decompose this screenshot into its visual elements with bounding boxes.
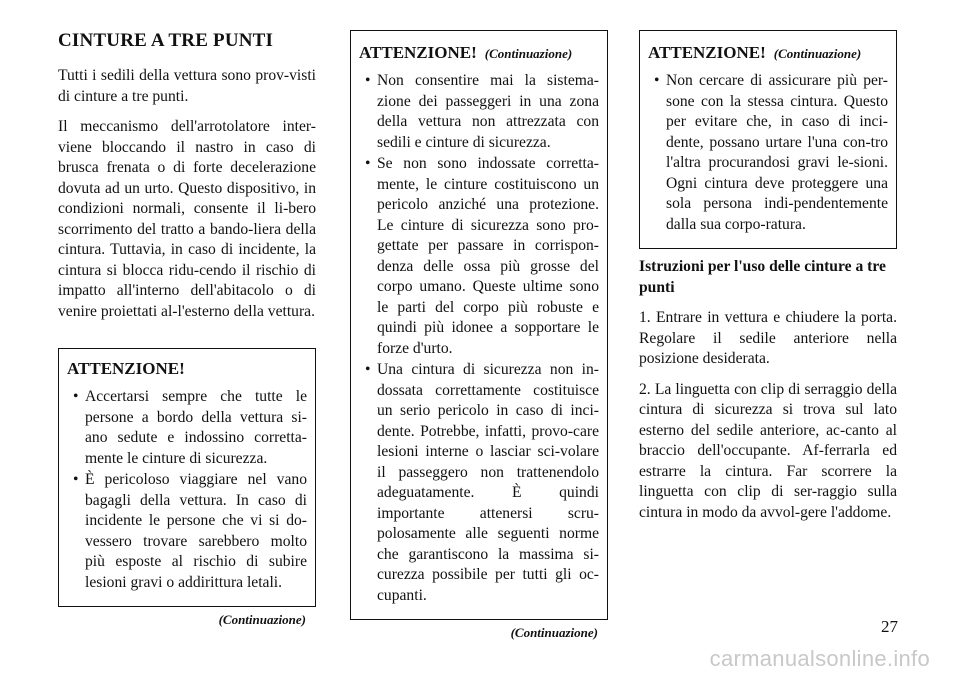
warning-list bbox=[648, 71, 888, 235]
warning-title: ATTENZIONE! bbox=[648, 43, 766, 62]
warning-list bbox=[359, 71, 599, 606]
warning-item: • Non consentire mai la sistema-zione dei passeggeri in una zona della vettura non attrezzata con sedili e cinture di sicurezza. bbox=[359, 71, 599, 153]
retractor-paragraph: Il meccanismo dell'arrotolatore inter-viene bloccando il nastro in caso di brusca frenata o di forte decelerazione dovuta ad un urto. Questo dispositivo, in condizioni normali, consente il li-bero scorrimento del tratto a bando-liera della cintura. Tuttavia, in caso di incidente, la cintura si blocca ridu-cendo il rischio di impatto all'interno dell'abitacolo o di venire proiettati al-l'esterno della vettura. bbox=[58, 118, 316, 320]
continued-label: (Continuazione) bbox=[218, 612, 306, 627]
section-title: CINTURE A TRE PUNTI bbox=[58, 30, 274, 51]
warning-box bbox=[58, 348, 316, 607]
warning-title: ATTENZIONE! bbox=[67, 359, 185, 378]
intro-paragraph: Tutti i sedili della vettura sono prov-visti di cinture a tre punti. bbox=[58, 67, 316, 105]
column-left bbox=[58, 30, 316, 628]
warning-box-continued bbox=[639, 30, 897, 249]
watermark: carmanualsonline.info bbox=[709, 646, 930, 671]
warning-item: • Se non sono indossate corretta-mente, le cinture costituiscono un pericolo anziché una protezione. Le cinture di sicurezza sono pro-gettate per passare in corrispon-denza delle ossa più grosse del corpo umano. Queste ultime sono le parti del corpo più robuste e quindi più idonee a sopportare le forze d'urto. bbox=[359, 154, 599, 359]
warning-title-note: (Continuazione) bbox=[484, 46, 573, 61]
warning-title-row bbox=[648, 43, 888, 63]
warning-title-row bbox=[359, 43, 599, 63]
column-middle bbox=[350, 30, 608, 641]
warning-item: • Accertarsi sempre che tutte le persone a bordo della vettura si-ano sedute e indossino corretta-mente le cinture di sicurezza. bbox=[67, 387, 307, 469]
warning-box-continued bbox=[350, 30, 608, 620]
instruction-step: 1. Entrare in vettura e chiudere la porta. Regolare il sedile anteriore nella posizione desiderata. bbox=[639, 309, 897, 367]
warning-item: • Non cercare di assicurare più per-sone con la stessa cintura. Questo per evitare che, in caso di inci-dente, possano urtare l'una con-tro l'altra procurandosi gravi le-sioni. Ogni cintura deve proteggere una sola persona indi-pendentemente dalla sua corpo-ratura. bbox=[648, 71, 888, 235]
warning-title: ATTENZIONE! bbox=[359, 43, 477, 62]
warning-item: • Una cintura di sicurezza non in-dossata correttamente costituisce un serio pericolo in caso di inci-dente. Potrebbe, infatti, provo-care lesioni interne o lasciar sci-volare il passeggero non trattenendolo adeguatamente. È quindi importante attenersi scru-polosamente alle seguenti norme che garantiscono la massima si-curezza possibile per tutti gli oc-cupanti. bbox=[359, 360, 599, 606]
page-number: 27 bbox=[881, 617, 898, 636]
instruction-step: 2. La linguetta con clip di serraggio della cintura di sicurezza si trova sul lato esterno del sedile anteriore, ac-canto al braccio dell'occupante. Af-ferrarla ed estrarre la cintura. Far scorrere la linguetta con clip di ser-raggio sulla cintura in modo da avvol-gere l'addome. bbox=[639, 380, 897, 521]
warning-list bbox=[67, 387, 307, 593]
warning-item: • È pericoloso viaggiare nel vano bagagli della vettura. In caso di incidente le persone che vi si do-vessero trovare sarebbero molto più esposte al rischio di subire lesioni gravi o addirittura letali. bbox=[67, 470, 307, 593]
warning-title-note: (Continuazione) bbox=[773, 46, 862, 61]
column-right bbox=[639, 30, 897, 533]
instructions-heading: Istruzioni per l'uso delle cinture a tre punti bbox=[639, 258, 886, 296]
continued-label: (Continuazione) bbox=[510, 625, 598, 640]
